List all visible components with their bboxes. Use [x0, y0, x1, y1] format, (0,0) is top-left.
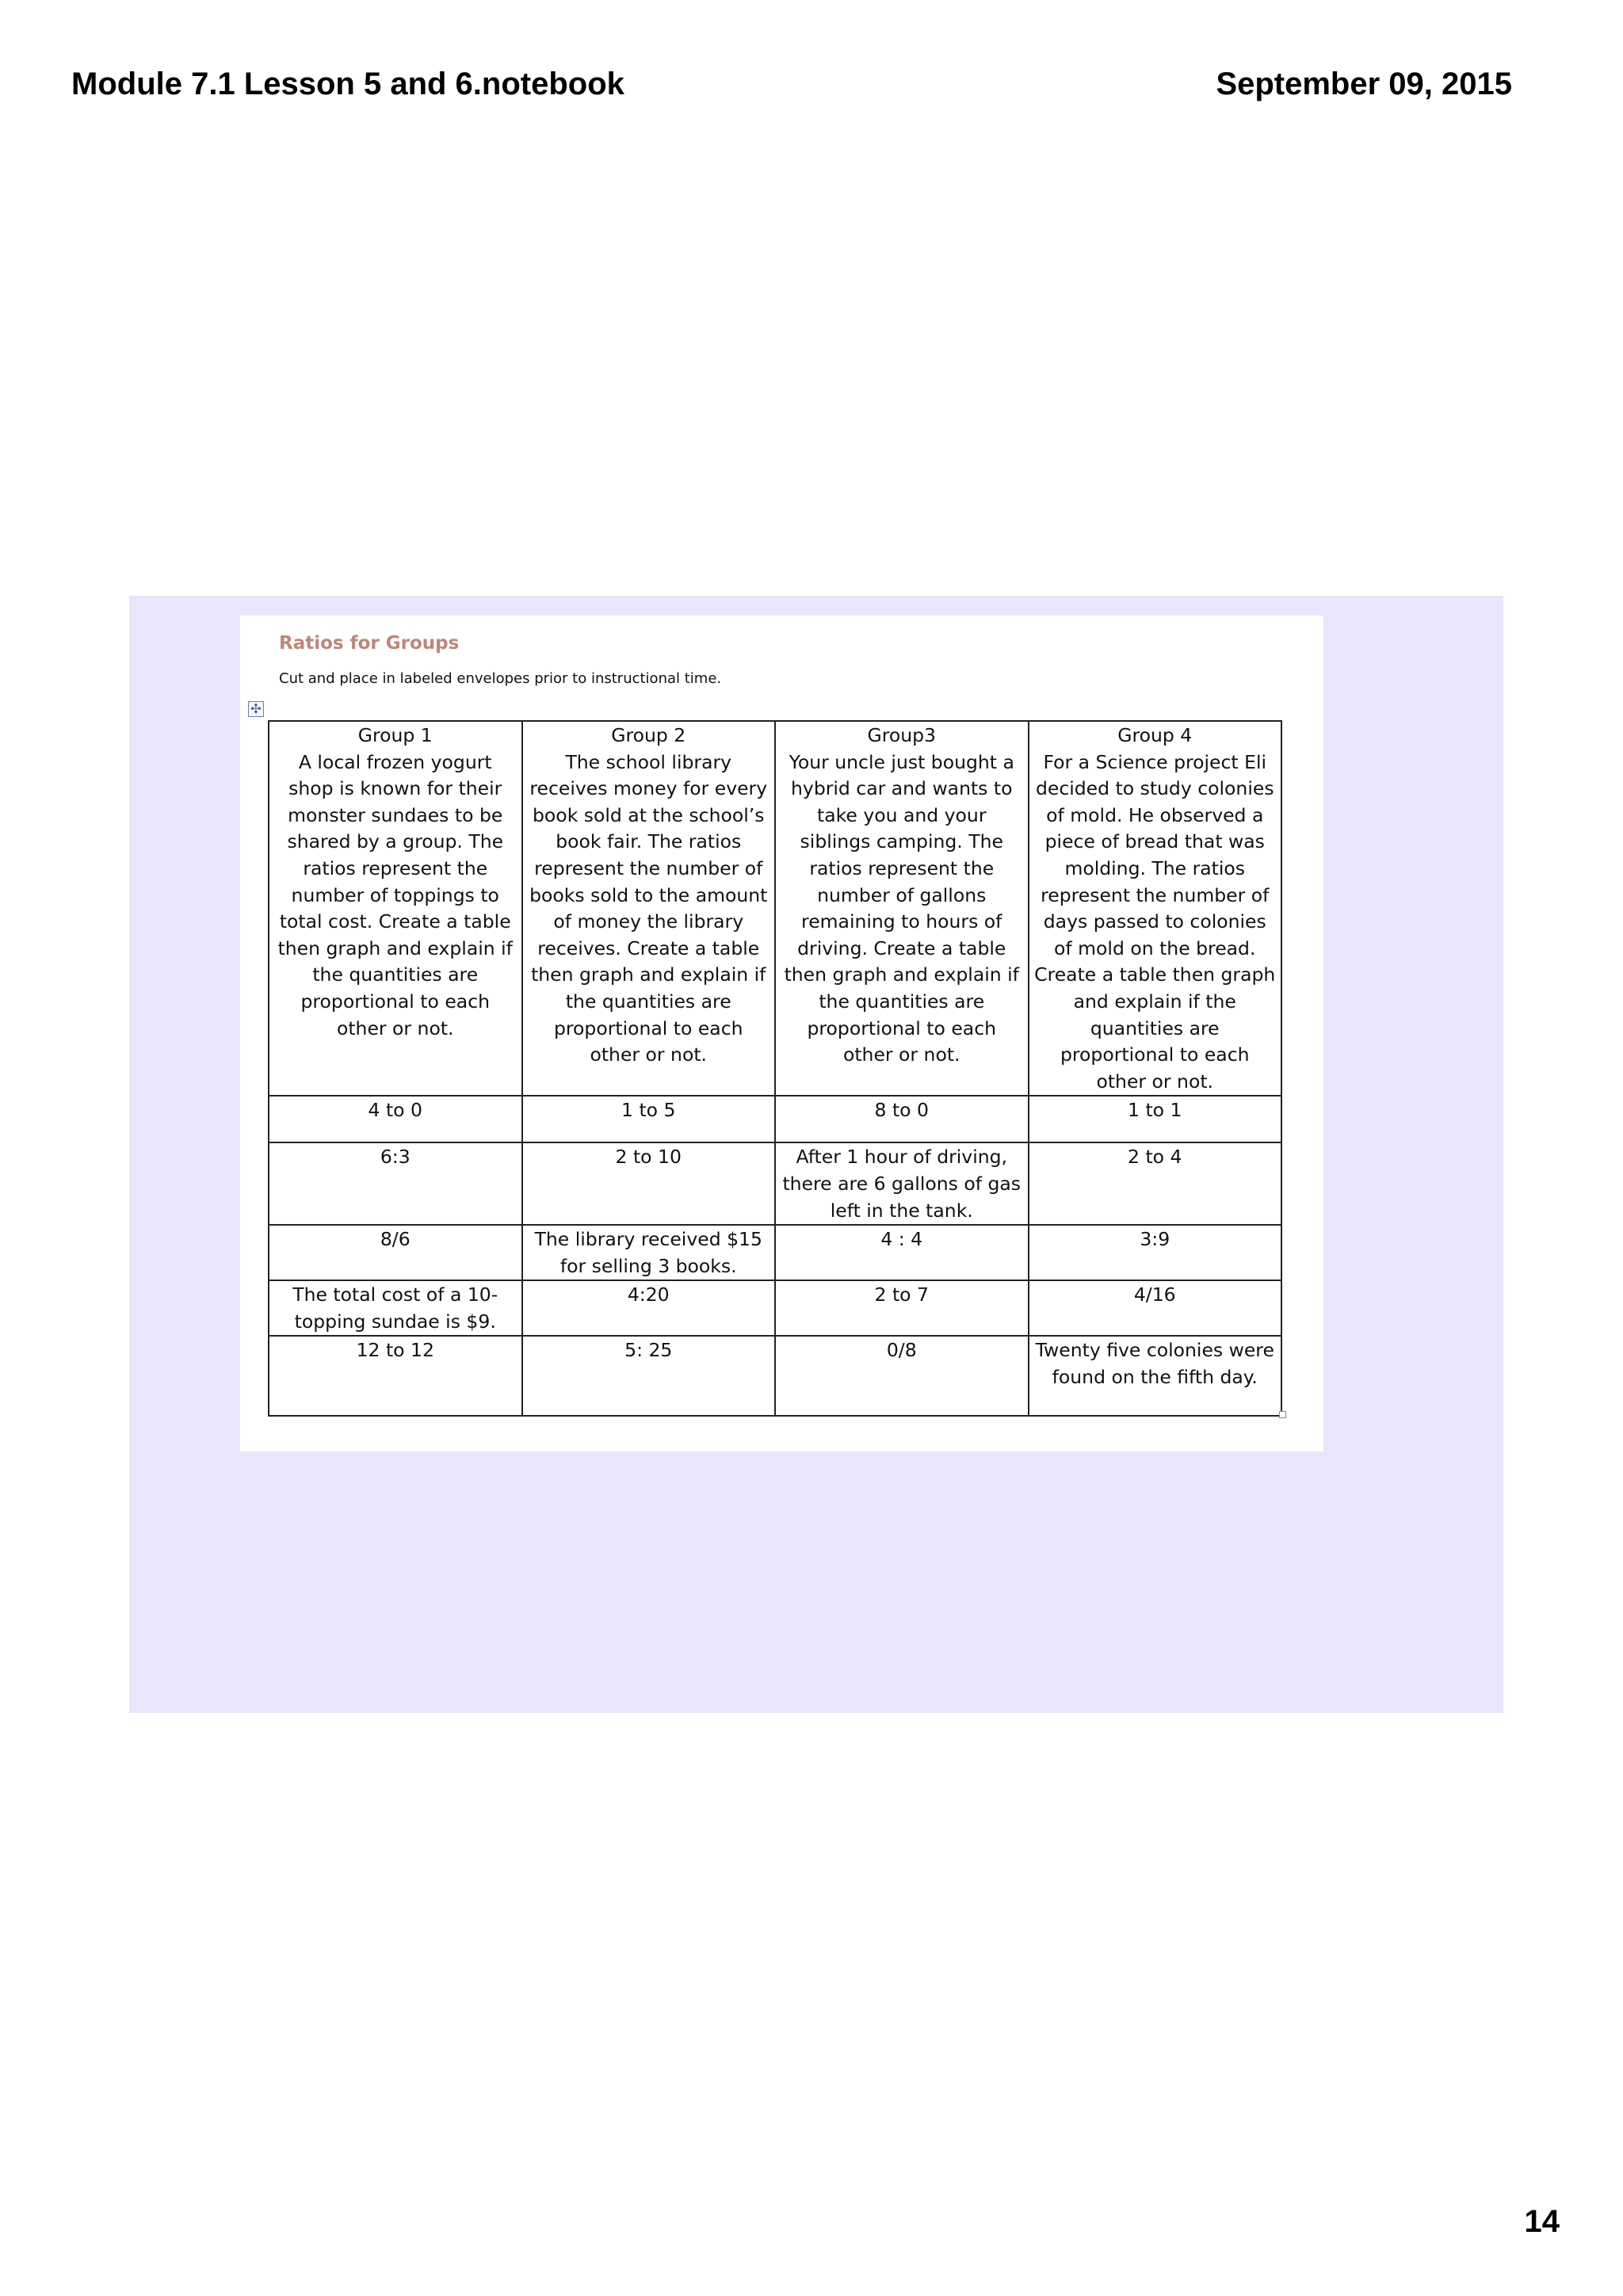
table-row — [269, 1142, 1281, 1225]
table-row-descriptions — [269, 721, 1281, 1096]
ratio-cell: After 1 hour of driving, there are 6 gallons of gas left in the tank. — [775, 1142, 1029, 1225]
ratio-cell: 4 to 0 — [269, 1096, 522, 1142]
ratio-cell: 2 to 4 — [1029, 1142, 1282, 1225]
group-3-description: Your uncle just bought a hybrid car and wants to take you and your siblings camping. The ratios represent the number of gallons remaining to hours of driving. Create a table then graph and explain if the quantities are proportional to each other or not. — [784, 750, 1019, 1066]
ratio-cell: 1 to 5 — [522, 1096, 776, 1142]
ratio-cell: Twenty five colonies were found on the fifth day. — [1029, 1336, 1282, 1416]
ratios-table — [268, 720, 1282, 1417]
group-4-title: Group 4 — [1117, 724, 1193, 746]
table-row — [269, 1096, 1281, 1142]
ratio-cell: 2 to 10 — [522, 1142, 776, 1225]
ratio-cell: The library received $15 for selling 3 books. — [522, 1225, 776, 1280]
ratio-cell: 12 to 12 — [269, 1336, 522, 1416]
ratio-cell: 4/16 — [1029, 1280, 1282, 1336]
group-4-description: For a Science project Eli decided to study colonies of mold. He observed a piece of bread that was molding. The ratios represent the number of days passed to colonies of mold on the bread. Create a table then graph and explain if the quantities are proportional to each other or not. — [1034, 750, 1276, 1093]
table-move-handle-icon[interactable]: ✣ — [248, 701, 264, 717]
table-row — [269, 1336, 1281, 1416]
page-number: 14 — [1524, 2204, 1560, 2239]
embedded-document — [240, 616, 1323, 1451]
group-3-title: Group3 — [867, 724, 936, 746]
group-2-title: Group 2 — [611, 724, 686, 746]
group-3-cell — [775, 721, 1029, 1096]
table-row — [269, 1280, 1281, 1336]
ratio-cell: 4 : 4 — [775, 1225, 1029, 1280]
notebook-title: Module 7.1 Lesson 5 and 6.notebook — [71, 67, 624, 101]
document-instruction: Cut and place in labeled envelopes prior to instructional time. — [279, 670, 722, 687]
ratio-cell: 1 to 1 — [1029, 1096, 1282, 1142]
group-4-cell — [1029, 721, 1282, 1096]
ratio-cell: 4:20 — [522, 1280, 776, 1336]
ratio-cell: 5: 25 — [522, 1336, 776, 1416]
ratio-cell: 2 to 7 — [775, 1280, 1029, 1336]
group-2-cell — [522, 721, 776, 1096]
ratio-cell: 8/6 — [269, 1225, 522, 1280]
ratio-cell: The total cost of a 10-topping sundae is $9. — [269, 1280, 522, 1336]
group-2-description: The school library receives money for every book sold at the school’s book fair. The ratios represent the number of books sold to the amount of money the library receives. Create a table then graph and explain if the quantities are proportional to each other or not. — [529, 750, 768, 1066]
group-1-description: A local frozen yogurt shop is known for their monster sundaes to be shared by a group. The ratios represent the number of toppings to total cost. Create a table then graph and explain if the quantities are proportional to each other or not. — [277, 750, 513, 1039]
group-1-title: Group 1 — [357, 724, 433, 746]
page-date: September 09, 2015 — [1216, 67, 1512, 101]
group-1-cell — [269, 721, 522, 1096]
document-heading: Ratios for Groups — [279, 633, 460, 654]
ratio-cell: 8 to 0 — [775, 1096, 1029, 1142]
table-resize-handle[interactable] — [1279, 1411, 1286, 1418]
ratio-cell: 6:3 — [269, 1142, 522, 1225]
ratio-cell: 3:9 — [1029, 1225, 1282, 1280]
ratio-cell: 0/8 — [775, 1336, 1029, 1416]
table-row — [269, 1225, 1281, 1280]
